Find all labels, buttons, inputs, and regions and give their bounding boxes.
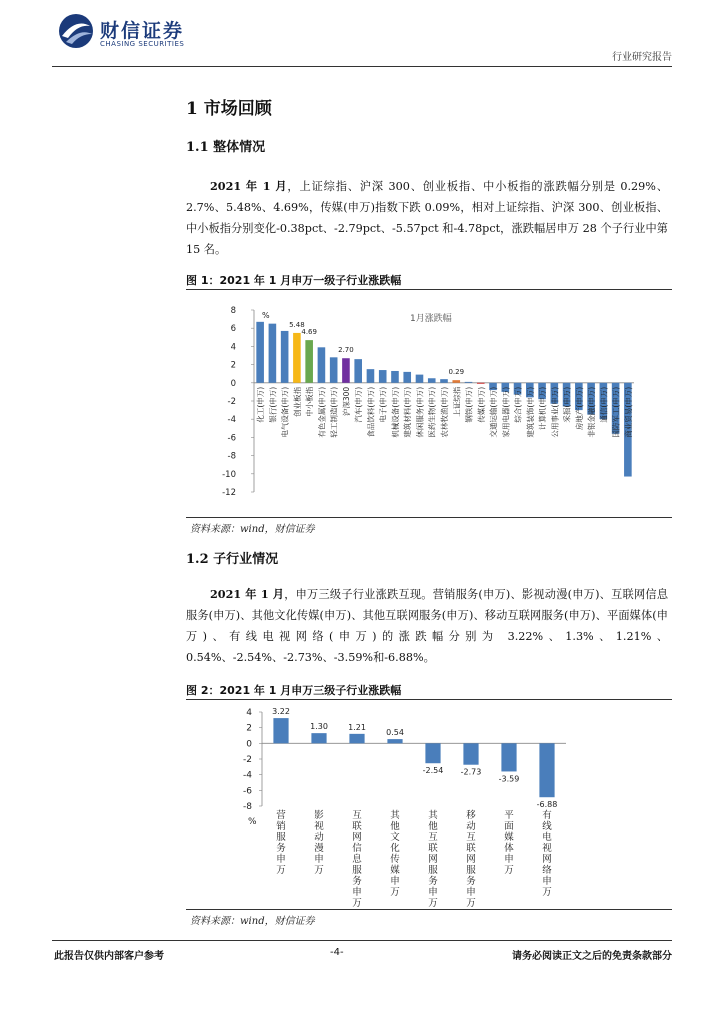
chart1-category-label: 汽车(申万) [354, 386, 364, 423]
chart1-y-tick-label: 2 [230, 360, 236, 371]
paragraph-lead-2: 2021 年 1 月 [210, 587, 285, 601]
chart1-category-label: 化工(申万) [256, 386, 266, 423]
company-logo [56, 12, 216, 52]
chart1-category-label: 农林牧渔(申万) [440, 386, 449, 438]
chart2-y-tick-label: -6 [243, 786, 252, 797]
chart1-y-tick-label: 8 [230, 306, 236, 316]
chart1-y-tick-label: 0 [230, 378, 236, 389]
chart2-category-label: 移动互联网服务申万 [466, 810, 476, 908]
chart1-bar [477, 383, 485, 384]
paragraph-overview [186, 176, 668, 260]
figure-1-bottom-rule [186, 517, 672, 518]
chart2-data-label: 0.54 [386, 728, 404, 738]
figure-2-title: 图 2：2021 年 1 月申万三级子行业涨跌幅 [186, 684, 402, 697]
chart1-data-label: 4.69 [301, 328, 317, 337]
chart2-y-tick-label: 4 [246, 708, 252, 718]
chart1-unit-label: % [262, 311, 270, 320]
chart2-bar [387, 739, 402, 743]
chart1-data-label: 2.70 [338, 346, 354, 355]
chart1-category-label: 休闲服务(申万) [415, 386, 425, 438]
footer-divider [52, 940, 672, 941]
chart1-category-label: 电子(申万) [378, 386, 388, 423]
chart1-y-tick-label: -12 [222, 488, 236, 498]
chart2-bar [425, 743, 440, 763]
chart1-y-tick-label: -6 [227, 433, 236, 444]
figure-2-top-rule [186, 699, 672, 700]
chart1-bar [416, 375, 424, 383]
page-number: -4- [330, 947, 344, 958]
chart2-y-tick-label: -4 [243, 770, 252, 781]
paragraph-body: ，上证综指、沪深 300、创业板指、中小板指的涨跌幅分别是 0.29%、2.7%、5.48%、4.69%，传媒(申万)指数下跌 0.09%，相对上证综指、沪深 300、创业板指、中小板指分别变化-0.38pct、-2.79pct、-5.57pct 和-4.78pct，涨跌幅居申万 28 个子行业中第 15 名。 [186, 180, 668, 256]
subsection-title-1-1: 1.1 整体情况 [186, 140, 266, 155]
section-title: 1 市场回顾 [186, 99, 272, 119]
chart2-y-tick-label: 0 [246, 739, 252, 750]
chart1-bar [452, 380, 460, 383]
chart1-category-label: 电气设备(申万) [280, 386, 290, 438]
chart1-category-label: 建筑装饰(申万) [525, 386, 535, 438]
chart1-category-label: 有色金属(申万) [317, 386, 327, 438]
chart2-category-label: 其他互联网服务申万 [428, 810, 438, 908]
chart1-category-label: 非银金融(申万) [587, 386, 597, 438]
chart2-y-tick-label: -2 [243, 755, 252, 765]
chart2-category-label: 有线电视网络申万 [542, 810, 552, 898]
chart1-bar [379, 370, 387, 383]
logo-mark-icon [56, 12, 96, 50]
chart1-y-tick-label: -2 [227, 397, 236, 407]
chart1-category-label: 机械设备(申万) [390, 386, 400, 438]
brand-name-cn: 财信证券 [100, 20, 185, 42]
chart2-y-tick-label: 2 [246, 723, 252, 734]
chart2-bar [349, 734, 364, 743]
chart1-category-label: 医药生物(申万) [427, 386, 437, 438]
chart1-category-label: 食品饮料(申万) [366, 386, 376, 438]
paragraph-body-2: ，申万三级子行业涨跌互现。营销服务(申万)、影视动漫(申万)、互联网信息服务(申万)、其他文化传媒(申万)、其他互联网服务(申万)、移动互联网服务(申万)、平面媒体(申万)、有线电视网络(申万)的涨跌幅分别为 3.22%、1.3%、1.21%、0.54%、-2.54%、-2.73%、-3.59%和-6.88%。 [186, 588, 669, 664]
chart1-bar [465, 382, 473, 383]
chart2-data-label: 3.22 [272, 707, 290, 717]
chart2-data-label: -6.88 [536, 800, 558, 810]
chart1-bar [293, 333, 301, 383]
chart1-data-label: 0.29 [448, 368, 465, 377]
figure-1-source: 资料来源：wind，财信证券 [190, 524, 315, 535]
chart1-bar [440, 379, 448, 383]
chart2-category-label: 营销服务申万 [276, 810, 286, 876]
chart2-data-label: 1.21 [348, 722, 366, 732]
chart1-category-label: 国防军工(申万) [611, 386, 621, 438]
chart1-bar [428, 378, 436, 383]
chart1-y-tick-label: 6 [230, 324, 236, 335]
chart1-bar [330, 357, 338, 382]
chart1-category-label: 公用事业(申万) [550, 386, 560, 438]
chart1-category-label: 商业贸易(申万) [623, 386, 633, 438]
chart1-bar [256, 322, 264, 383]
chart1-data-label: 5.48 [289, 320, 305, 329]
chart1-category-label: 银行(申万) [268, 386, 278, 423]
chart1-category-label: 中小板指 [305, 386, 315, 417]
chart2-bar [273, 718, 288, 743]
figure-2-bottom-rule [186, 909, 672, 910]
chart1-category-label: 交通运输(申万) [489, 386, 499, 438]
chart1-category-label: 房地产(申万) [574, 386, 584, 431]
chart2-category-label: 其他文化传媒申万 [390, 810, 400, 898]
chart1-bar [342, 358, 350, 383]
chart2-data-label: -3.59 [498, 774, 520, 784]
chart1-title: 1月涨跌幅 [410, 314, 452, 324]
chart1-bar [391, 371, 399, 383]
chart2-category-label: 平面媒体申万 [504, 810, 514, 876]
chart1-category-label: 钢铁(申万) [464, 386, 474, 423]
chart1-category-label: 采掘(申万) [562, 386, 572, 423]
figure-2-source: 资料来源：wind，财信证券 [190, 916, 315, 927]
chart1-category-label: 上证综指 [452, 386, 462, 417]
chart1-category-label: 计算机(申万) [538, 386, 548, 431]
chart1-bar [269, 324, 277, 383]
chart2-data-label: -2.73 [460, 767, 482, 777]
chart1-category-label: 家用电器(申万) [501, 386, 511, 438]
report-type: 行业研究报告 [612, 52, 672, 63]
chart1-category-label: 传媒(申万) [476, 386, 486, 423]
chart2-data-label: -2.54 [422, 766, 444, 776]
chart2-category-label: 互联网信息服务申万 [352, 810, 362, 908]
chart2-unit-label: % [248, 817, 257, 827]
chart2-bar [311, 733, 326, 743]
chart1-bar [367, 369, 375, 383]
chart1-category-label: 通信(申万) [599, 386, 609, 423]
subsection-title-1-2: 1.2 子行业情况 [186, 552, 279, 567]
figure-1-title: 图 1：2021 年 1 月申万一级子行业涨跌幅 [186, 274, 402, 287]
chart2-category-label: 影视动漫申万 [314, 810, 324, 876]
chart2-y-tick-label: -8 [243, 802, 252, 812]
chart-1 [186, 292, 672, 516]
brand-name-en: CHASING SECURITIES [100, 40, 185, 48]
chart1-category-label: 轻工制造(申万) [329, 386, 339, 438]
paragraph-lead: 2021 年 1 月 [210, 179, 288, 193]
chart2-bar [539, 743, 554, 797]
chart1-bar [403, 372, 411, 383]
chart1-bar [318, 347, 326, 382]
chart1-category-label: 沪深300 [341, 386, 351, 417]
chart1-category-label: 综合(申万) [513, 386, 523, 423]
header-divider [52, 66, 672, 67]
chart1-y-tick-label: -4 [227, 415, 236, 426]
chart1-bar [305, 340, 313, 383]
paragraph-subindustry [186, 584, 668, 668]
chart1-bar [281, 331, 289, 383]
chart-2 [186, 702, 672, 908]
chart2-bar [463, 743, 478, 764]
chart1-y-tick-label: -10 [222, 469, 236, 480]
footer-disclaimer-right: 请务必阅读正文之后的免责条款部分 [512, 951, 672, 962]
chart1-y-tick-label: 4 [230, 342, 236, 353]
chart2-data-label: 1.30 [310, 722, 328, 732]
chart1-category-label: 创业板指 [292, 386, 302, 417]
chart1-y-tick-label: -8 [227, 451, 236, 462]
chart2-bar [501, 743, 516, 771]
footer-disclaimer-left: 此报告仅供内部客户参考 [54, 951, 164, 962]
figure-1-top-rule [186, 289, 672, 290]
chart1-category-label: 建筑材料(申万) [403, 386, 413, 438]
chart1-bar [354, 359, 362, 383]
